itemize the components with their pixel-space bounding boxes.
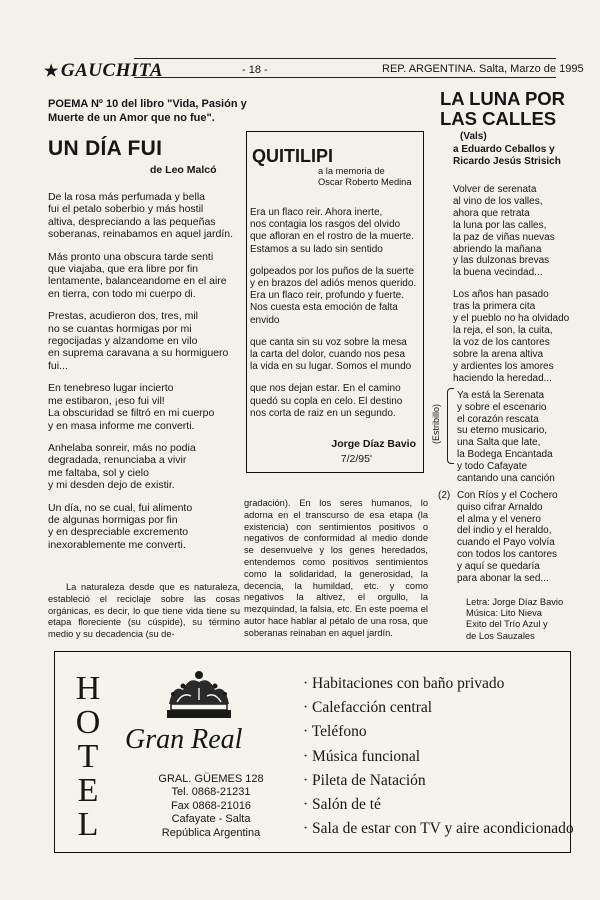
poem2-signature: Jorge Díaz Bavio	[331, 438, 416, 450]
poem3-stanza: Los años han pasado tras la primera cita y el pueblo no ha olvidado la reja, el son, la cuita, la voz de los cantores sobre la arena altiva y ardientes los amores haciendo la heredad...	[453, 289, 570, 384]
poem1-stanza: En tenebreso lugar incierto me estibaron, ¡eso fui vil! La obscuridad se filtró en mi cuerpo y en masa informe me converti.	[48, 382, 215, 432]
crown-icon	[159, 666, 239, 724]
chorus-text: Ya está la Serenata y sobre el escenario el corazón rescata su eterno musicario, una Salta que late, la Bodega Encantada y todo Cafayate cantando una canción	[457, 390, 555, 484]
poem3-title: LA LUNA POR LAS CALLES	[440, 88, 566, 129]
poem1-stanza: De la rosa más perfumada y bella fui el petalo soberbio y más hostil altiva, despreciando a las pequeñas soberanas, reinabamos en aquel jardín.	[48, 191, 234, 241]
contact-line: Cafayate - Salta	[171, 813, 251, 826]
hotel-features	[303, 672, 573, 841]
essay-part-2: gradación). En los seres humanos, lo adorna en el transcurso de esa etapa (la existencia) con sentimientos positivos o negativos de conformidad al medio donde se desenvuelve y los genes heredados, entendemos como positivos sentimientos como la solidaridad, la generosidad, la decencia, la humildad, etc. y como negativos la altivez, el orgullo, la mezquindad, la falsia, etc. En este poema el autor hace hablar al pétalo de una rosa, que soberanas reinaban en aquel jardín.	[244, 498, 428, 638]
feature-item: · Teléfono	[303, 723, 367, 741]
hotel-letter: O	[75, 704, 101, 741]
poem3-genre: (Vals)	[460, 131, 487, 142]
poem2-stanza: golpeados por los puños de la suerte y en brazos del adiós menos querido. Era un flaco reir, profundo y fuerte. Nos cuesta esta emoción de falta envido	[250, 265, 417, 326]
poem3-final-stanza: Con Ríos y el Cochero quiso cifrar Arnaldo el alma y el venero del indio y el heraldo, cuando el Payo volvía con todos los cantores y aquí se quedaría para abonar la sed...	[457, 490, 558, 584]
contact-line: Fax 0868-21016	[170, 799, 252, 812]
poem2-dedication: a la memoria de Oscar Roberto Medina	[318, 166, 412, 188]
contact-line: República Argentina	[161, 826, 261, 839]
poem2-stanza: que canta sin su voz sobre la mesa la carta del dolor, cuando nos pesa la vida en su lugar. Somos el mundo	[250, 336, 412, 373]
hotel-letter: T	[77, 738, 99, 775]
feature-item: · Música funcional	[303, 747, 421, 765]
poem2-stanza: Era un flaco reir. Ahora inerte, nos contagia los rasgos del olvido que afloran en el rostro de la muerte. Estamos a su lado sin sentido	[250, 207, 414, 255]
essay-part-1: La naturaleza desde que es naturaleza, estableció el reciclaje sobre las cosas orgánicas, es decir, lo que tiene vida tiene su etapa floreciente (su cúspide), su término medio y su decadencia (su de-	[48, 582, 240, 640]
feature-item: · Habitaciones con baño privado	[303, 675, 505, 692]
poem2-stanza: que nos dejan estar. En el camino quedó su copla en celo. El destino nos corta de raiz en un segundo.	[250, 383, 403, 419]
hotel-advertisement	[54, 651, 574, 853]
hotel-contact	[131, 773, 291, 840]
magazine-logo	[44, 60, 163, 82]
repeat-marker: (2)	[438, 490, 451, 501]
poem2-body	[250, 207, 420, 430]
star-icon: ★	[44, 63, 59, 80]
poem3-stanza: Volver de serenata al vino de los valles, ahora que retrata la luna por las calles, la paz de viñas nuevas abriendo la mañana y las dulzonas brevas la buena vecindad...	[453, 184, 555, 279]
poem1-title: UN DÍA FUI	[48, 137, 163, 160]
contact-line: Tel. 0868-21231	[171, 786, 251, 799]
poem3-body	[453, 184, 600, 395]
song-credits: Letra: Jorge Díaz Bavio Música: Lito Nieva Exito del Trío Azul y de Los Sauzales	[466, 597, 564, 641]
poem2-title: QUITILIPI	[252, 146, 333, 166]
poem1-stanza: Prestas, acudieron dos, tres, mil no se cuantas hormigas por mi regocijadas y alzandome en vilo en suprema caravana a su hormiguero fui...	[48, 310, 229, 372]
poem1-body	[48, 191, 240, 561]
feature-item: · Salón de té	[303, 796, 381, 814]
chorus-label: (Estribillo)	[431, 403, 441, 444]
chorus-bracket	[447, 388, 454, 464]
feature-item: · Pileta de Natación	[303, 771, 426, 789]
hotel-letter: E	[77, 772, 99, 809]
poem2-date: 7/2/95'	[340, 453, 372, 465]
header-rule-bottom	[134, 77, 556, 78]
poem3-dedication: a Eduardo Ceballos y Ricardo Jesús Strisich	[453, 144, 561, 167]
hotel-brand: Gran Real	[125, 724, 243, 755]
page-number: - 18 -	[242, 64, 268, 76]
poem1-author: de Leo Malcó	[150, 164, 217, 176]
hotel-letter: L	[77, 806, 99, 843]
poem1-stanza: Anhelaba sonreir, más no podia degradada, renunciaba a vivir me faltaba, sol y cielo y mi desden dejo de existir.	[48, 441, 196, 492]
feature-item: · Sala de estar con TV y aire acondicionado	[303, 820, 574, 838]
header-rule-top	[134, 58, 556, 59]
dateline: REP. ARGENTINA. Salta, Marzo de 1995	[382, 63, 584, 75]
poem1-stanza: Un día, no se cual, fui alimento de algunas hormigas por fin y en despreciable excremento inexorablemente me converti.	[48, 501, 193, 551]
hotel-letter: H	[75, 670, 101, 707]
magazine-name: GAUCHITA	[60, 60, 164, 81]
poem1-stanza: Más pronto una obscura tarde senti que viajaba, que era libre por fin lentamente, balanceandome en el aire en tierra, con todo mi cuerpo di.	[48, 250, 227, 300]
series-label: POEMA Nº 10 del libro "Vida, Pasión y Muerte de un Amor que no fue".	[48, 98, 247, 124]
feature-item: · Calefacción central	[303, 699, 433, 717]
contact-line: GRAL. GÜEMES 128	[158, 773, 264, 785]
